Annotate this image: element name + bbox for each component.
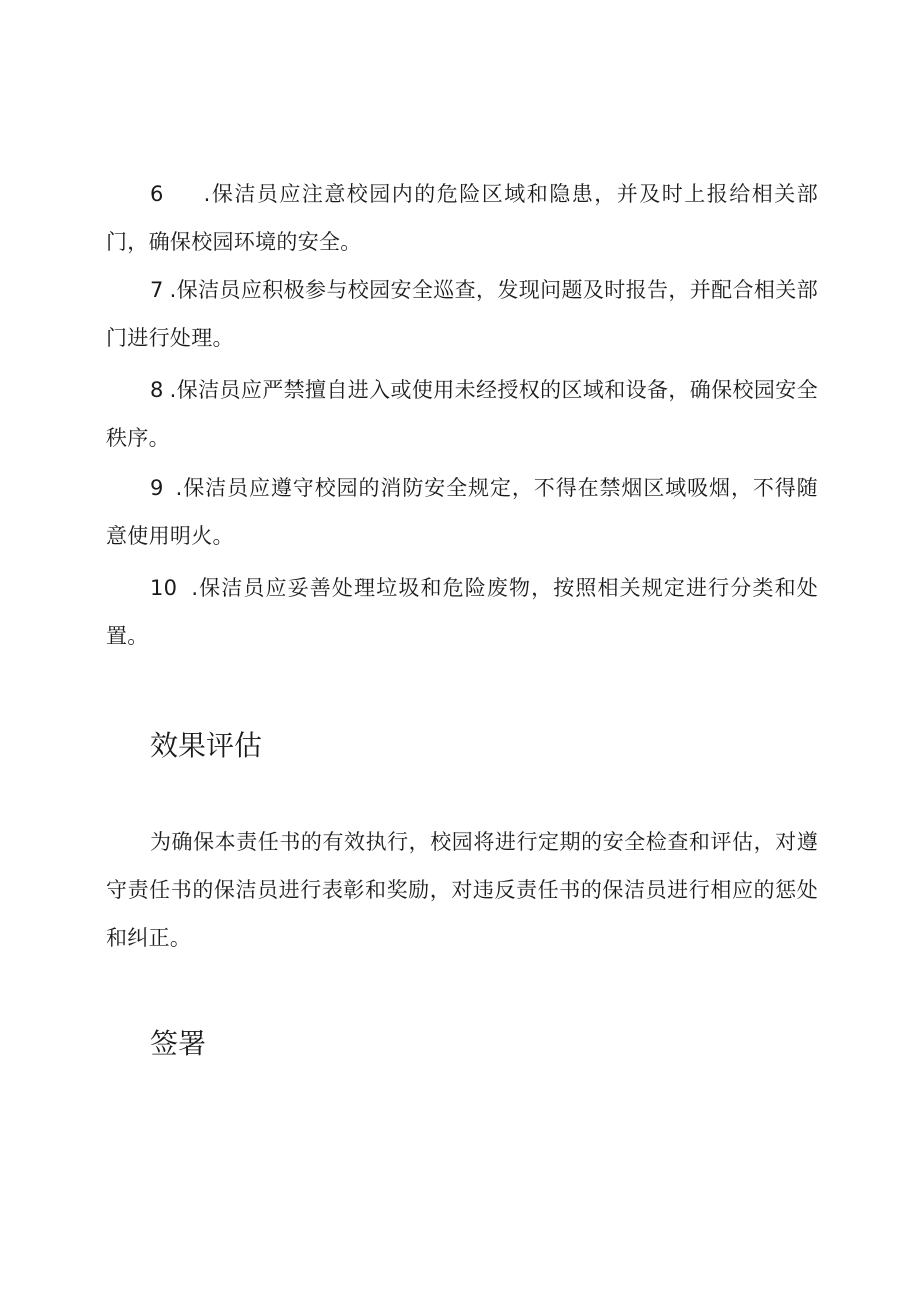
rule-number: 6 <box>150 182 164 206</box>
rule-item-7 <box>106 266 818 362</box>
rule-item-8 <box>106 366 818 462</box>
rule-item-10 <box>106 564 818 660</box>
rule-text: .保洁员应妥善处理垃圾和危险废物，按照相关规定进行分类和处置。 <box>106 576 818 648</box>
rule-text: .保洁员应严禁擅自进入或使用未经授权的区域和设备，确保校园安全秩序。 <box>106 378 818 450</box>
rule-number: 9 <box>150 476 164 500</box>
section-heading-evaluation: 效果评估 <box>150 729 263 762</box>
evaluation-paragraph: 为确保本责任书的有效执行，校园将进行定期的安全检查和评估，对遵守责任书的保洁员进行表彰和奖励，对违反责任书的保洁员进行相应的惩处和纠正。 <box>106 830 818 950</box>
rule-number: 10 <box>150 576 178 600</box>
rule-text: .保洁员应积极参与校园安全巡查，发现问题及时报告，并配合相关部门进行处理。 <box>106 278 818 350</box>
rule-item-6 <box>106 170 818 266</box>
rule-number: 7 <box>150 278 164 302</box>
section-heading-signature: 签署 <box>150 1027 207 1060</box>
rule-text: .保洁员应注意校园内的危险区域和隐患，并及时上报给相关部门，确保校园环境的安全。 <box>106 182 818 254</box>
rule-number: 8 <box>150 378 164 402</box>
rule-item-9 <box>106 464 818 560</box>
rule-text: .保洁员应遵守校园的消防安全规定，不得在禁烟区域吸烟，不得随意使用明火。 <box>106 476 818 548</box>
